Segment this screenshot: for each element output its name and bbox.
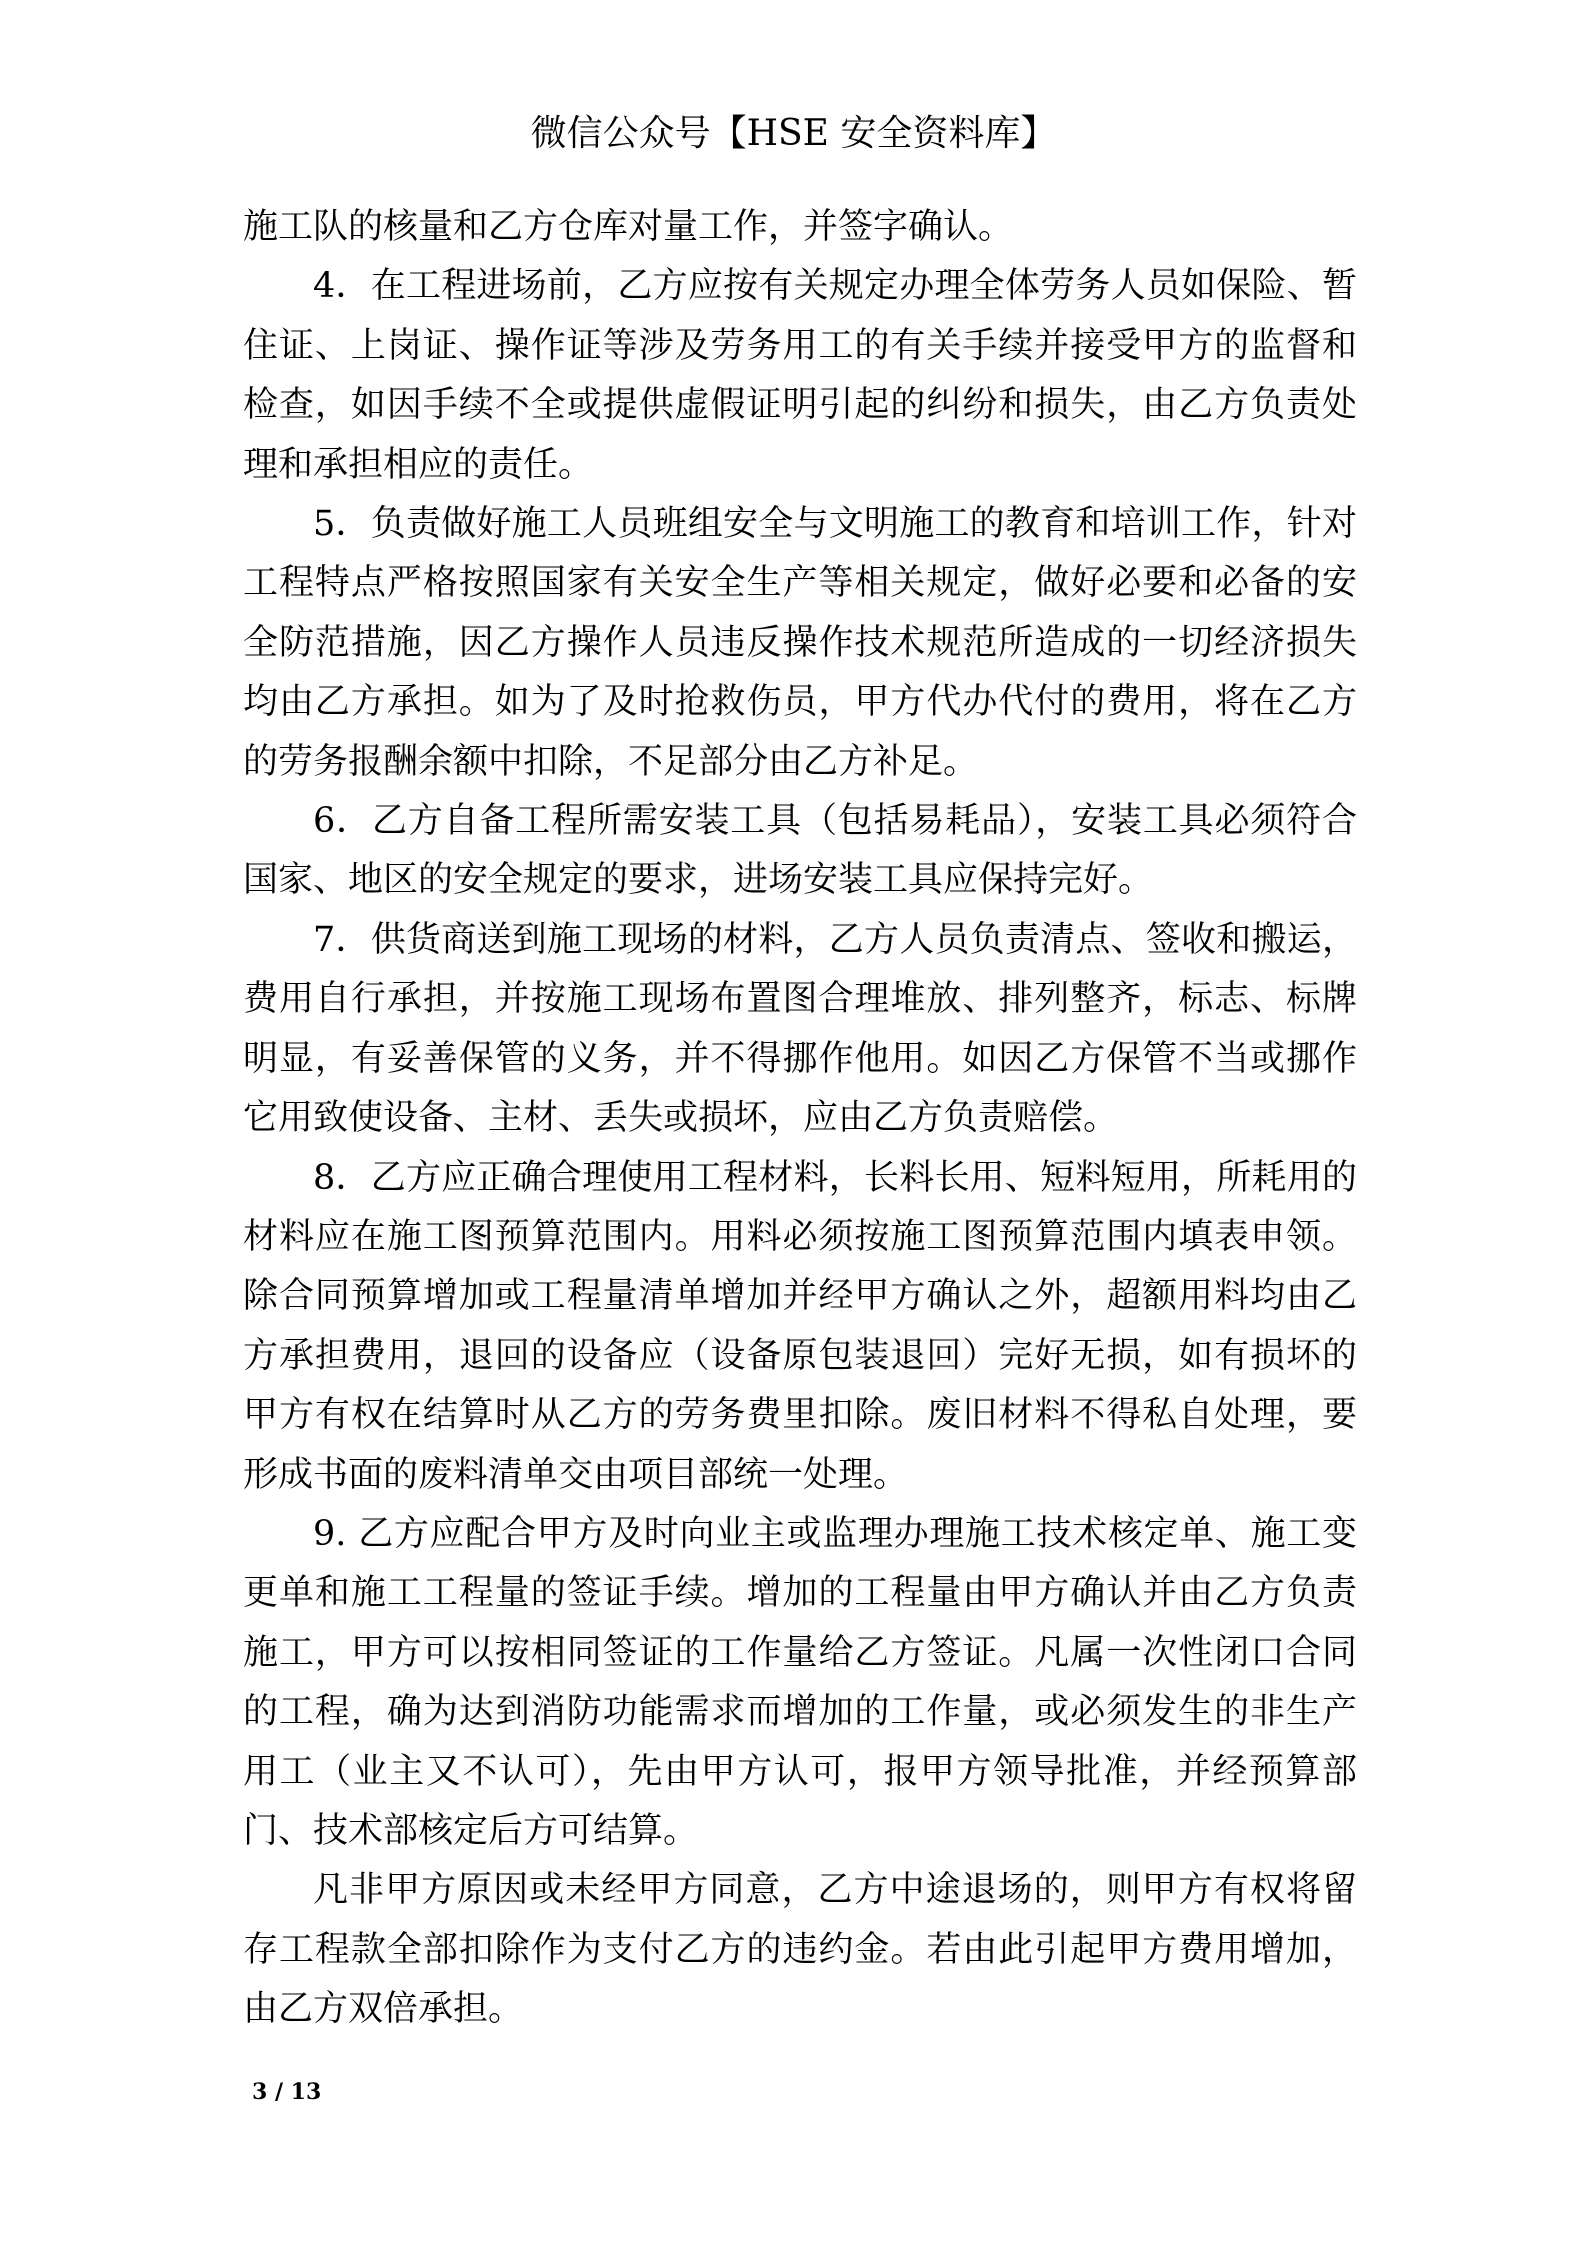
- paragraph-item-7: 7．供货商送到施工现场的材料，乙方人员负责清点、签收和搬运，费用自行承担，并按施工现场布置图合理堆放、排列整齐，标志、标牌明显，有妥善保管的义务，并不得挪作他用。如因乙方保管不当或挪作它用致使设备、主材、丢失或损坏，应由乙方负责赔偿。: [243, 919, 1357, 1139]
- paragraph-item-9: 9. 乙方应配合甲方及时向业主或监理办理施工技术核定单、施工变更单和施工工程量的签证手续。增加的工程量由甲方确认并由乙方负责施工，甲方可以按相同签证的工作量给乙方签证。凡属一次性闭口合同的工程，确为达到消防功能需求而增加的工作量，或必须发生的非生产用工（业主又不认可），先由甲方认可，报甲方领导批准，并经预算部门、技术部核定后方可结算。: [243, 1513, 1357, 1851]
- paragraph-item-8: 8．乙方应正确合理使用工程材料，长料长用、短料短用，所耗用的材料应在施工图预算范围内。用料必须按施工图预算范围内填表申领。除合同预算增加或工程量清单增加并经甲方确认之外，超额用料均由乙方承担费用，退回的设备应（设备原包装退回）完好无损，如有损坏的甲方有权在结算时从乙方的劳务费里扣除。废旧材料不得私自处理，要形成书面的废料清单交由项目部统一处理。: [243, 1157, 1357, 1495]
- paragraph-breach-clause: 凡非甲方原因或未经甲方同意，乙方中途退场的，则甲方有权将留存工程款全部扣除作为支付乙方的违约金。若由此引起甲方费用增加，由乙方双倍承担。: [243, 1870, 1357, 2030]
- body-text: [243, 198, 1357, 2040]
- paragraph-item-6: 6．乙方自备工程所需安装工具（包括易耗品），安装工具必须符合国家、地区的安全规定的要求，进场安装工具应保持完好。: [243, 801, 1357, 901]
- paragraph-continuation: 施工队的核量和乙方仓库对量工作，并签字确认。: [243, 207, 1014, 247]
- paragraph-item-4: 4．在工程进场前，乙方应按有关规定办理全体劳务人员如保险、暂住证、上岗证、操作证等涉及劳务用工的有关手续并接受甲方的监督和检查，如因手续不全或提供虚假证明引起的纠纷和损失，由乙方负责处理和承担相应的责任。: [243, 266, 1357, 485]
- page-header-title: 微信公众号【HSE 安全资料库】: [530, 113, 1057, 154]
- paragraph-item-5: 5．负责做好施工人员班组安全与文明施工的教育和培训工作，针对工程特点严格按照国家有关安全生产等相关规定，做好必要和必备的安全防范措施，因乙方操作人员违反操作技术规范所造成的一切经济损失均由乙方承担。如为了及时抢救伤员，甲方代办代付的费用，将在乙方的劳务报酬余额中扣除，不足部分由乙方补足。: [243, 504, 1357, 782]
- page-number: 3 / 13: [252, 2079, 322, 2105]
